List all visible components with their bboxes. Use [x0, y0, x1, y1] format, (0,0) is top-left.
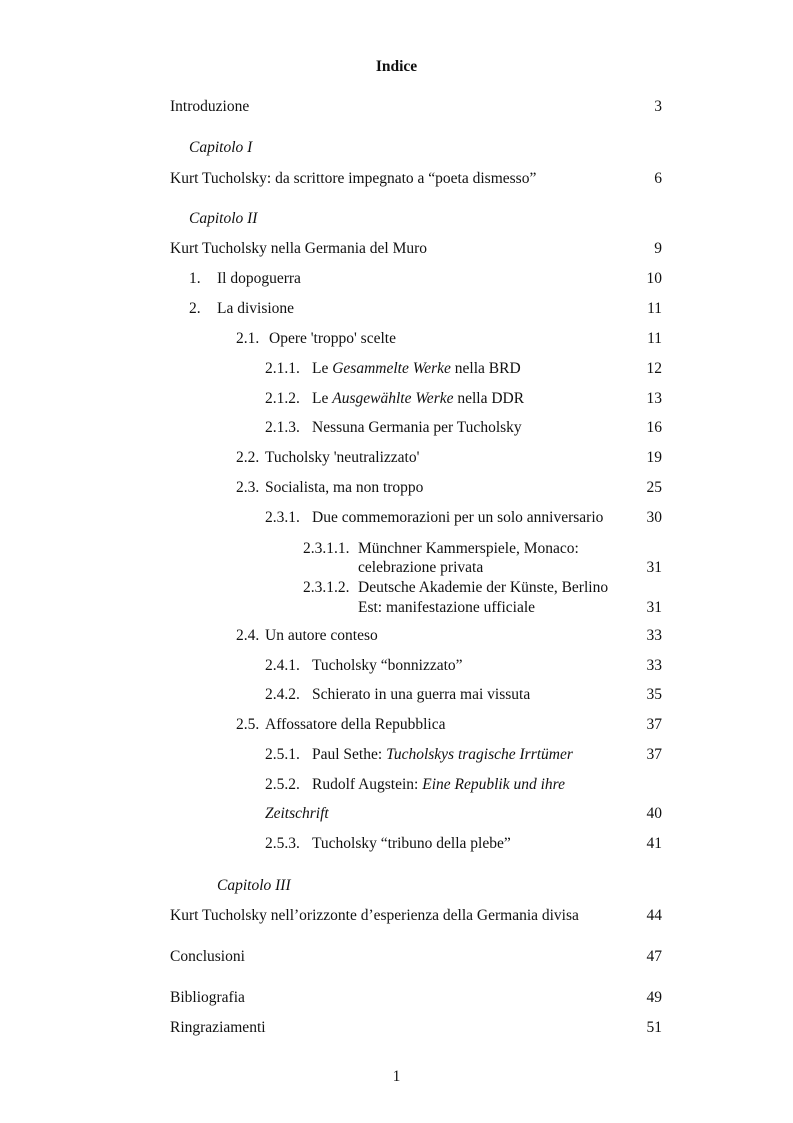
toc-number: 2.3.1.2. [303, 579, 350, 596]
toc-page: 11 [647, 300, 662, 317]
toc-page: 6 [654, 170, 662, 187]
toc-label: Socialista, ma non troppo [265, 479, 424, 496]
toc-page: 33 [646, 657, 662, 674]
toc-page: 10 [646, 270, 662, 287]
toc-page: 16 [646, 419, 662, 436]
toc-label: Kurt Tucholsky nella Germania del Muro [170, 240, 428, 257]
toc-number: 2.5.2. [265, 776, 300, 793]
toc-label: Paul Sethe: Tucholskys tragische Irrtümer [312, 746, 573, 763]
toc-page: 19 [646, 449, 662, 466]
toc-label: La divisione [217, 300, 295, 317]
toc-label-line2: Est: manifestazione ufficiale [358, 599, 536, 616]
toc-label: Tucholsky “bonnizzato” [312, 657, 463, 674]
toc-page: 47 [646, 948, 662, 965]
toc-label: Tucholsky “tribuno della plebe” [312, 835, 511, 852]
toc-number: 2.1.1. [265, 360, 300, 377]
toc-page: 37 [646, 716, 662, 733]
chapter-heading-1: Capitolo I [189, 139, 253, 156]
toc-label: Il dopoguerra [217, 270, 301, 287]
toc-number: 2. [189, 300, 201, 317]
toc-label: Due commemorazioni per un solo anniversario [312, 509, 604, 526]
toc-page: 31 [646, 559, 662, 576]
toc-label: Affossatore della Repubblica [265, 716, 446, 733]
toc-number: 2.1.3. [265, 419, 300, 436]
toc-entry-2-5-2[interactable] [170, 775, 662, 827]
toc-number: 2.5. [236, 716, 260, 733]
toc-number: 2.5.3. [265, 835, 300, 852]
toc-page: 37 [646, 746, 662, 763]
toc-number: 2.3.1.1. [303, 540, 350, 557]
toc-page: 3 [654, 98, 662, 115]
toc-number: 2.3.1. [265, 509, 300, 526]
toc-label: Ringraziamenti [170, 1019, 266, 1036]
toc-label: Introduzione [170, 98, 250, 115]
toc-page: 11 [647, 330, 662, 347]
toc-label-line1: Rudolf Augstein: Eine Republik und ihre [312, 776, 565, 793]
toc-label-line2: celebrazione privata [358, 559, 484, 576]
toc-number: 2.3. [236, 479, 260, 496]
toc-label: Schierato in una guerra mai vissuta [312, 686, 531, 703]
chapter-heading-2: Capitolo II [189, 210, 258, 227]
toc-number: 2.1. [236, 330, 260, 347]
toc-label: Un autore conteso [265, 627, 378, 644]
toc-page: 51 [646, 1019, 662, 1036]
toc-number: 2.4. [236, 627, 260, 644]
page-title: Indice [375, 58, 418, 75]
toc-page: 35 [646, 686, 662, 703]
toc-label-line1: Deutsche Akademie der Künste, Berlino [358, 579, 609, 596]
toc-number: 2.4.2. [265, 686, 300, 703]
toc-number: 2.2. [236, 449, 260, 466]
toc-entry-2-3-1-1[interactable] [170, 539, 662, 579]
toc-page: 33 [646, 627, 662, 644]
toc-entry-2-3-1-2[interactable] [170, 578, 662, 618]
toc-number: 1. [189, 270, 201, 287]
toc-number: 2.1.2. [265, 390, 300, 407]
toc-label: Tucholsky 'neutralizzato' [265, 449, 420, 466]
toc-page: 49 [646, 989, 662, 1006]
toc-page: 41 [646, 835, 662, 852]
page-number: 1 [392, 1068, 401, 1085]
toc-page: 30 [646, 509, 662, 526]
toc-page: 12 [646, 360, 662, 377]
toc-page: 40 [646, 805, 662, 822]
toc-label: Le Ausgewählte Werke nella DDR [312, 390, 525, 407]
toc-label-line1: Münchner Kammerspiele, Monaco: [358, 540, 579, 557]
toc-label: Kurt Tucholsky nell’orizzonte d’esperienza della Germania divisa [170, 907, 579, 924]
toc-number: 2.5.1. [265, 746, 300, 763]
toc-page: 44 [646, 907, 662, 924]
toc-label: Kurt Tucholsky: da scrittore impegnato a “poeta dismesso” [170, 170, 537, 187]
toc-label-line2: Zeitschrift [265, 805, 329, 822]
toc-label: Opere 'troppo' scelte [269, 330, 396, 347]
toc-label: Nessuna Germania per Tucholsky [312, 419, 522, 436]
toc-page: 9 [654, 240, 662, 257]
toc-page: 31 [646, 599, 662, 616]
chapter-heading-3: Capitolo III [217, 877, 291, 894]
toc-label: Le Gesammelte Werke nella BRD [312, 360, 521, 377]
toc-page: 13 [646, 390, 662, 407]
toc-label: Conclusioni [170, 948, 245, 965]
toc-label: Bibliografia [170, 989, 245, 1006]
toc-page: 25 [646, 479, 662, 496]
toc-number: 2.4.1. [265, 657, 300, 674]
